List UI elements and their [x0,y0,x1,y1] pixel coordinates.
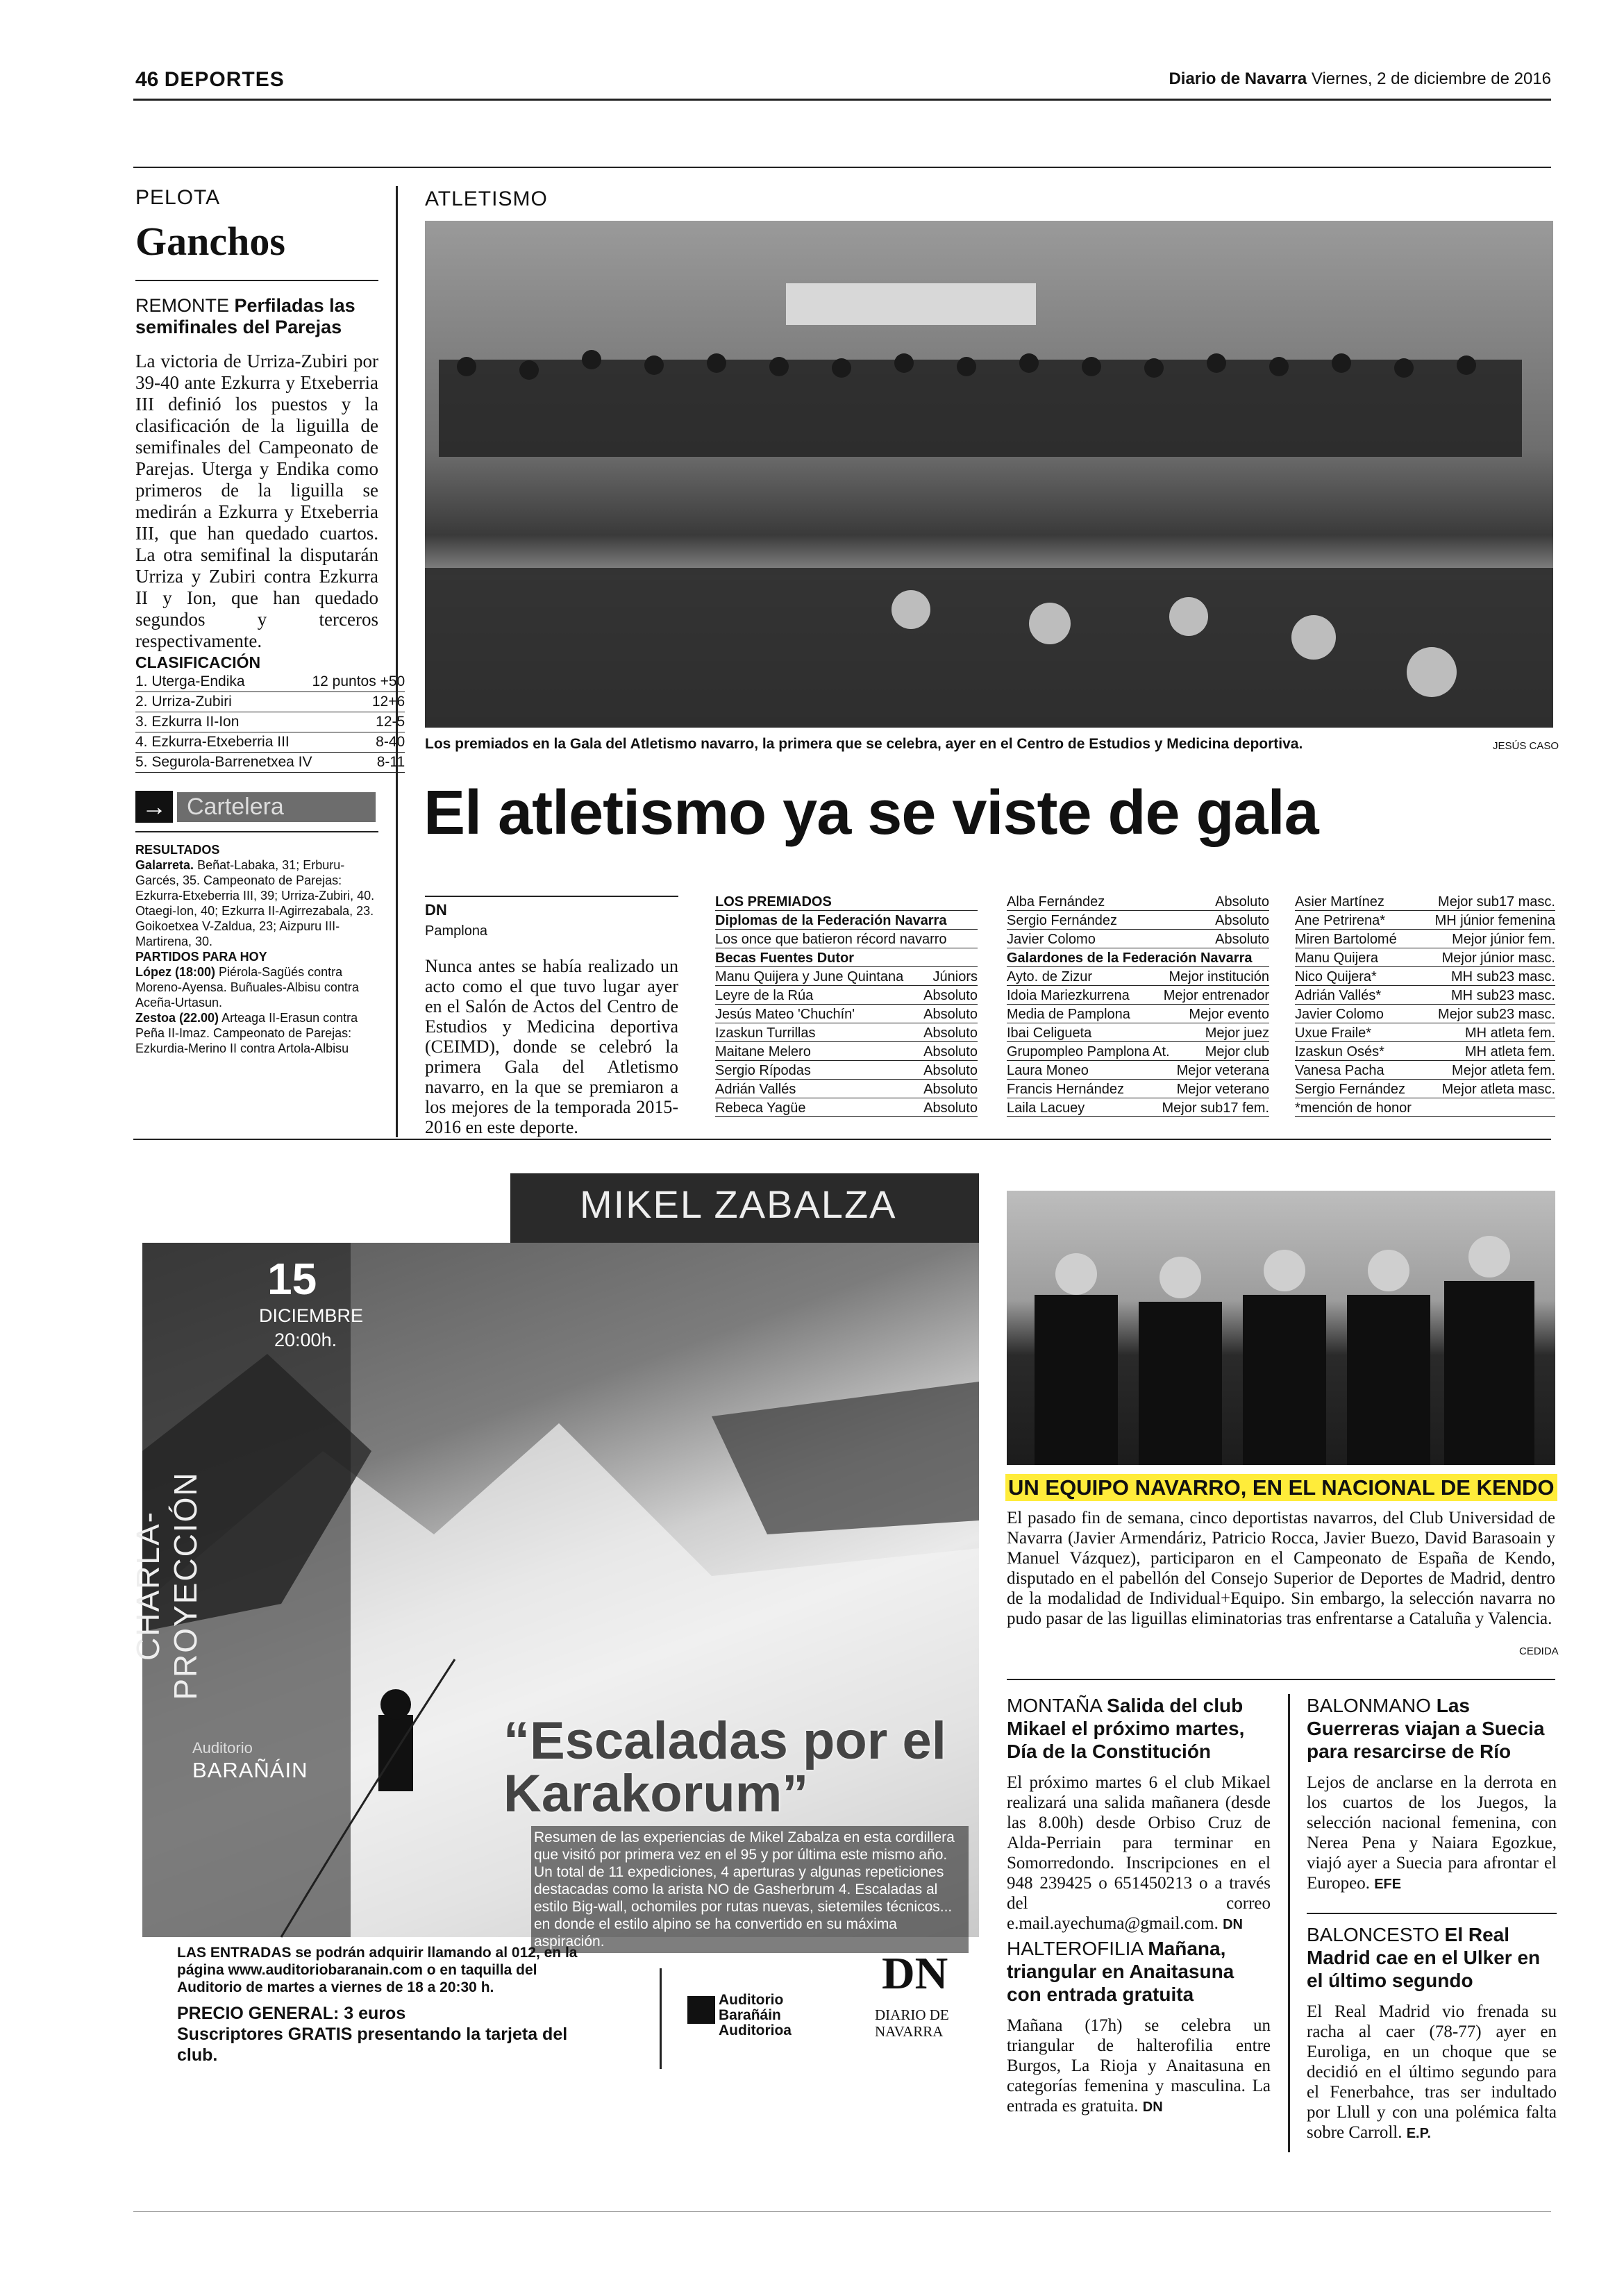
page-header-right [1169,69,1551,89]
main-headline: El atletismo ya se viste de gala [424,778,1319,848]
table-row: 5. Segurola-Barrenetxea IV 8-11 [135,753,405,773]
kendo-photo [1007,1191,1555,1465]
table-row: 2. Urriza-Zubiri 12+6 [135,692,405,712]
list-item: Becas Fuentes Dutor [715,948,978,967]
kendo-credit: CEDIDA [1519,1645,1559,1657]
list-item: Javier Colomo Absoluto [1007,930,1269,948]
list-item: Leyre de la Rúa Absoluto [715,986,978,1005]
table-row: 4. Ezkurra-Etxeberria III 8-40 [135,732,405,753]
list-item: Rebeca Yagüe Absoluto [715,1098,978,1117]
brief-title: Mañana, triangular en Anaitasuna con entrada gratuita [1007,1938,1234,2005]
briefs-rule [1007,1679,1555,1680]
kendo-team-image [1007,1191,1555,1465]
list-item: Alba Fernández Absoluto [1007,892,1269,911]
kendo-title-wrap [1005,1475,1557,1500]
charla-vertical-label: CHARLA-PROYECCIÓN [130,1471,203,1700]
list-item: Izaskun Osés* MH atleta fem. [1295,1042,1555,1061]
gala-photo [425,221,1553,728]
dn-logo: DN [882,1948,948,1999]
venue-small: Auditorio [192,1739,253,1757]
montana-brief [1007,1694,1271,1935]
clasificacion-table [135,672,405,773]
brief-rule [1307,1913,1557,1914]
brief-body: Mañana (17h) se celebra un triangular de halterofilia entre Burgos, La Rioja y Anaitasuna en categorías femenina y masculina. La entrada es gratuita. [1007,2016,1271,2115]
table-row: 1. Uterga-Endika 12 puntos +50 [135,672,405,692]
partidos-label: PARTIDOS PARA HOY [135,950,267,964]
list-item: Vanesa Pacha Mejor atleta fem. [1295,1061,1555,1080]
brief-body: El próximo martes 6 el club Mikael realizará una salida mañanera (desde las 8.00h) desde Orbiso Cruz de Alda-Perriain para terminar en Somorredondo. Inscripciones en el 948 239425 o 651450213 o a través del correo e.mail.ayechuma@gmail.com. [1007,1773,1271,1933]
list-item: Asier Martínez Mejor sub17 masc. [1295,892,1555,911]
section-label-pelota: PELOTA [135,186,221,209]
list-item: Izaskun Turrillas Absoluto [715,1023,978,1042]
list-item: Idoia Mariezkurrena Mejor entrenador [1007,986,1269,1005]
byline-rule [425,896,678,897]
section-name: DEPORTES [164,68,285,91]
event-month: DICIEMBRE [259,1305,364,1326]
speaker-name: MIKEL ZABALZA [580,1182,897,1226]
brief-body: El Real Madrid vio frenada su racha al caer (78-77) ayer en Euroliga, en un choque que se decidió en el último segundo para el Fenerbahce, tras ser indultado por Llull y con una polémica falta sobre Carroll. [1307,2002,1557,2142]
byline: DN [425,901,447,919]
dateline: Pamplona [425,923,488,939]
brief-kicker: HALTEROFILIA [1007,1938,1143,1959]
list-item: Javier Colomo Mejor sub23 masc. [1295,1005,1555,1023]
page-number: 46 [135,68,159,91]
halterofilia-brief [1007,1937,1271,2118]
list-item: Adrián Vallés Absoluto [715,1080,978,1098]
list-item: Manu Quijera Mejor júnior masc. [1295,948,1555,967]
dn-logo-text: DIARIO DE NAVARRA [875,2006,949,2040]
brief-sign: DN [1223,1917,1243,1932]
auditorio-logo: Auditorio Barañáin Auditorioa [719,1992,792,2038]
brief-title: El Real Madrid cae en el Ulker en el último segundo [1307,1924,1541,1991]
list-item: Maitane Melero Absoluto [715,1042,978,1061]
list-item: Galardones de la Federación Navarra [1007,948,1269,967]
kendo-title: UN EQUIPO NAVARRO, EN EL NACIONAL DE KENDO [1005,1474,1557,1501]
title-rule [135,280,378,281]
photo-caption: Los premiados en la Gala del Atletismo navarro, la primera que se celebra, ayer en el Centro de Estudios y Medicina deportiva. [425,736,1303,752]
list-item: *mención de honor [1295,1098,1555,1117]
list-item: Adrián Vallés* MH sub23 masc. [1295,986,1555,1005]
brief-body: Lejos de anclarse en la derrota en los cuartos de los Juegos, la selección nacional femenina, con Nerea Pena y Naiara Egozkue, viajó ayer a Suecia para afrontar el Europeo. [1307,1773,1557,1893]
list-item: Laura Moneo Mejor veterana [1007,1061,1269,1080]
column-divider [396,186,398,1137]
briefs-divider [1288,1694,1290,2152]
brief-kicker: MONTAÑA [1007,1695,1102,1716]
photo-credit: JESÚS CASO [1493,740,1559,752]
resultados-label: RESULTADOS [135,843,220,857]
event-time: 20:00h. [274,1330,337,1350]
publication-name: Diario de Navarra [1169,69,1307,88]
brief-kicker: REMONTE [135,295,229,316]
cartelera-banner [135,791,378,823]
brief-sign: E.P. [1406,2126,1431,2141]
list-item: Miren Bartolomé Mejor júnior fem. [1295,930,1555,948]
list-item: Sergio Fernández Absoluto [1007,911,1269,930]
partido-place: Zestoa (22.00) [135,1011,219,1025]
venue-name: BARAÑÁIN [192,1758,308,1782]
auditorio-logo-icon [687,1996,715,2024]
brief-kicker: BALONCESTO [1307,1924,1439,1945]
event-day: 15 [267,1254,317,1304]
brief-title: Salida del club Mikael el próximo martes, Día de la Constitución [1007,1695,1245,1762]
atletismo-article [425,901,678,1137]
pelota-section [135,186,405,1056]
list-item: Laila Lacuey Mejor sub17 fem. [1007,1098,1269,1117]
list-item: Sergio Rípodas Absoluto [715,1061,978,1080]
resultados-block [135,842,378,1056]
brief-body: La victoria de Urriza-Zubiri por 39-40 ante Ezkurra y Etxeberria III definió los puestos y la clasificación de la liguilla de semifinales del Campeonato de Parejas. Uterga y Endika como primeros de la liguilla se medirán a Ezkurra y Etxeberria III, que han quedado cuartos. La otra semifinal la disputarán Urriza y Zubiri contra Ezkurra II y Ion, que han quedado segundos y terceros respectivamente. [135,351,378,651]
list-item: Sergio Fernández Mejor atleta masc. [1295,1080,1555,1098]
list-item: Manu Quijera y June Quintana Júniors [715,967,978,986]
ad-price-block [177,2003,608,2065]
list-item: Los once que batieron récord navarro [715,930,978,948]
list-item: Ayto. de Zizur Mejor institución [1007,967,1269,986]
top-rule [133,167,1551,168]
awards-list-2 [1007,892,1269,1117]
ad-title: “Escaladas por el Karakorum” [503,1711,946,1823]
table-row: 3. Ezkurra II-Ion 12-5 [135,712,405,732]
baloncesto-brief [1307,1923,1557,2144]
partido-place: López (18:00) [135,965,216,979]
section-label-atletismo: ATLETISMO [425,187,548,210]
list-item: Ane Petrirena* MH júnior femenina [1295,911,1555,930]
bottom-rule [133,2211,1551,2212]
brief-sign: EFE [1374,1877,1402,1892]
brief-kicker: BALONMANO [1307,1695,1431,1716]
list-item: Diplomas de la Federación Navarra [715,911,978,930]
brief-sign: DN [1142,2100,1163,2115]
list-item: Nico Quijera* MH sub23 masc. [1295,967,1555,986]
list-item: Ibai Celigueta Mejor juez [1007,1023,1269,1042]
header-rule [133,99,1551,101]
list-item: Francis Hernández Mejor veterano [1007,1080,1269,1098]
brief-title: Perfiladas las semifinales del Parejas [135,295,355,337]
ad-divider [660,1968,662,2069]
list-item: LOS PREMIADOS [715,892,978,911]
list-item: Media de Pamplona Mejor evento [1007,1005,1269,1023]
article-body: Nunca antes se había realizado un acto como el que tuvo lugar ayer en el Salón de Actos del Centro de Estudios y Medicina deportiva (CEIMD), donde se celebró la primera Gala del Atletismo navarro, en la que se premiaron a los mejores de la temporada 2015-2016 en este deporte. [425,956,678,1137]
awards-list-3 [1295,892,1555,1117]
issue-date: Viernes, 2 de diciembre de 2016 [1311,69,1551,88]
page-header-left [135,68,285,92]
cartelera-rule [135,831,378,832]
clasificacion-label: CLASIFICACIÓN [135,653,261,671]
list-item: Grupompleo Pamplona At. Mejor club [1007,1042,1269,1061]
award-winners-image [425,221,1553,728]
awards-list-1 [715,892,978,1117]
list-item: Jesús Mateo 'Chuchín' Absoluto [715,1005,978,1023]
resultados-place: Galarreta. [135,858,194,872]
column-title: Ganchos [135,219,285,264]
partido-text: Arteaga II-Erasun contra Peña II-Imaz. Campeonato de Parejas: Ezkurdia-Merino II contra Artola-Albisu [135,1011,358,1055]
ad-price: PRECIO GENERAL: 3 euros [177,2004,406,2023]
charla-advertisement [130,1173,979,2065]
list-item: Uxue Fraile* MH atleta fem. [1295,1023,1555,1042]
brief-title: Las Guerreras viajan a Suecia para resarcirse de Río [1307,1695,1545,1762]
ad-tickets: LAS ENTRADAS se podrán adquirir llamando al 012, en la página www.auditoriobaranain.com o en taquilla del Auditorio de martes a viernes de 18 a 20:30 h. [177,1945,578,1995]
cartelera-label: Cartelera [177,792,376,822]
balonmano-brief [1307,1694,1557,1895]
ad-summary: Resumen de las experiencias de Mikel Zabalza en esta cordillera que visitó por primera vez en el 95 y por última este mismo año. Un total de 11 expediciones, 4 aperturas y algunas repeticiones destacadas como la arista NO de Gasherbrum 4. Escaladas al estilo Big-wall, ochomiles por rutas nuevas, sietemiles técnicos... en donde el estilo alpino se ha convertido en su máxima aspiración. [531,1826,969,1953]
mid-rule [133,1139,1551,1140]
resultados-text: Beñat-Labaka, 31; Erburu-Garcés, 35. Campeonato de Parejas: Ezkurra-Etxeberria III, 39; Urriza-Zubiri, 40. Otaegi-Ion, 40; Ezkurra II-Agirrezabala, 23. Goikoetxea V-Zaldua, 23; Aizpuru III-Martirena, 30. [135,858,375,948]
partido-text: Piérola-Sagüés contra Moreno-Ayensa. Buñuales-Albisu contra Aceña-Urtasun. [135,965,359,1009]
ad-subscribers: Suscriptores GRATIS presentando la tarjeta del club. [177,2025,568,2065]
arrow-right-icon: → [135,791,173,823]
kendo-body: El pasado fin de semana, cinco deportistas navarros, del Club Universidad de Navarra (Javier Armendáriz, Patricio Rocca, Javier Buezo, David Barasoain y Manuel Vázquez), participaron en el Campeonato de España de Kendo, disputado en el pabellón del Consejo Superior de Deportes de Madrid, dentro de la modalidad de Individual+Equipo. Sin embargo, la selección navarra no pudo pasar de las liguillas eliminatorias tras enfrentarse a Cataluña y Valencia. [1007,1509,1555,1628]
